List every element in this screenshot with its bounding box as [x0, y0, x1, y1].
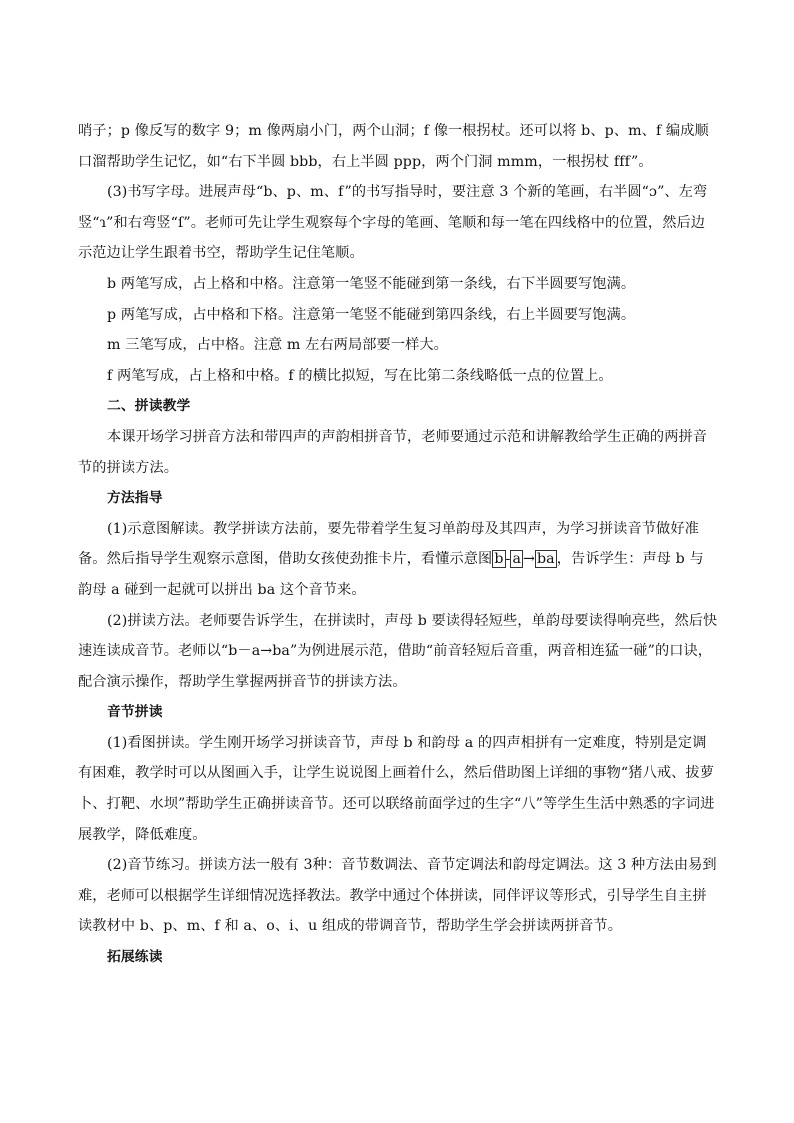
- paragraph-reading-method: (2)拼读方法。老师要告诉学生，在拼读时，声母 b 要读得轻短些，单韵母要读得响亮些，然后快速连读成音节。老师以“b－a→ba”为例进展示范，借助“前音轻短后音重，两音相连猛一碰”的口诀，配合演示操作，帮助学生掌握两拼音节的拼读方法。: [78, 612, 718, 690]
- subheading-syllable-reading: 音节拼读: [107, 704, 163, 721]
- diagram-card-ba: ba: [537, 551, 555, 568]
- diagram-card-b: b: [494, 551, 504, 568]
- paragraph-letter-m: m 三笔写成，占中格。注意 m 左右两局部要一样大。: [107, 337, 448, 354]
- paragraph-diagram-reading: [78, 514, 718, 606]
- diagram-arrow-icon: →: [523, 551, 535, 568]
- paragraph-picture-reading: (1)看图拼读。学生刚开场学习拼读音节，声母 b 和韵母 a 的四声相拼有一定难度，特别是定调有困难，教学时可以从图画入手，让学生说说图上画着什么，然后借助图上详细的事物“猪八戒、拔萝卜、打靶、水坝”帮助学生正确拼读音节。还可以联络前面学过的生字“八”等学生生活中熟悉的字词进展教学，降低难度。: [78, 734, 715, 843]
- diagram-card-a: a: [512, 551, 521, 568]
- paragraph-letter-f: f 两笔写成，占上格和中格。f 的横比拟短，写在比第二条线略低一点的位置上。: [107, 367, 613, 384]
- paragraph-syllable-practice: (2)音节练习。拼读方法一般有 3种：音节数调法、音节定调法和韵母定调法。这 3 种方法由易到难，老师可以根据学生详细情况选择教法。教学中通过个体拼读，同伴评议等形式，引导学生自主拼读教材中 b、p、m、f 和 a、o、i、u 组成的带调音节，帮助学生学会拼读两拼音节。: [78, 857, 717, 935]
- paragraph-letter-p: p 两笔写成，占中格和下格。注意第一笔竖不能碰到第四条线，右上半圆要写饱满。: [107, 306, 636, 323]
- paragraph-mnemonics: 哨子；p 像反写的数字 9；m 像两扇小门，两个山洞；f 像一根拐杖。还可以将 b、p、m、f 编成顺口溜帮助学生记忆，如“右下半圆 bbb，右上半圆 ppp，两个门洞 mmm，一根拐杖 fff”。: [78, 123, 709, 170]
- paragraph-writing-letters: (3)书写字母。进展声母“b、p、m、f”的书写指导时，要注意 3 个新的笔画，右半圆“ɔ”、左弯竖“ɿ”和右弯竖“ſ”。老师可先让学生观察每个字母的笔画、笔顺和每一笔在四线格中的位置，然后边示范边让学生跟着书空，帮助学生记住笔顺。: [78, 184, 708, 262]
- paragraph-diagram-reading-start: (1)示意图解读。教学拼读方法前，要先带着学生复习单韵母及其四声，为学习拼读音节做好准备。然后指导学生观察示意图，借助女孩使劲推卡片，看懂示意图: [78, 520, 699, 568]
- paragraph-section-intro: 本课开场学习拼音方法和带四声的声韵相拼音节，老师要通过示范和讲解教给学生正确的两拼音节的拼读方法。: [78, 428, 708, 476]
- section-heading-pinyin-reading: 二、拼读教学: [107, 398, 191, 415]
- subheading-extended-reading: 拓展练读: [107, 949, 163, 966]
- diagram-dash: -: [505, 551, 511, 568]
- paragraph-diagram-reading-end: ，告诉学生：声母 b 与韵母 a 碰到一起就可以拼出 ba 这个音节来。: [78, 551, 704, 598]
- document-body: [78, 116, 718, 973]
- paragraph-letter-b: b 两笔写成，占上格和中格。注意第一笔竖不能碰到第一条线，右下半圆要写饱满。: [107, 275, 636, 292]
- subheading-method-guidance: 方法指导: [107, 490, 163, 507]
